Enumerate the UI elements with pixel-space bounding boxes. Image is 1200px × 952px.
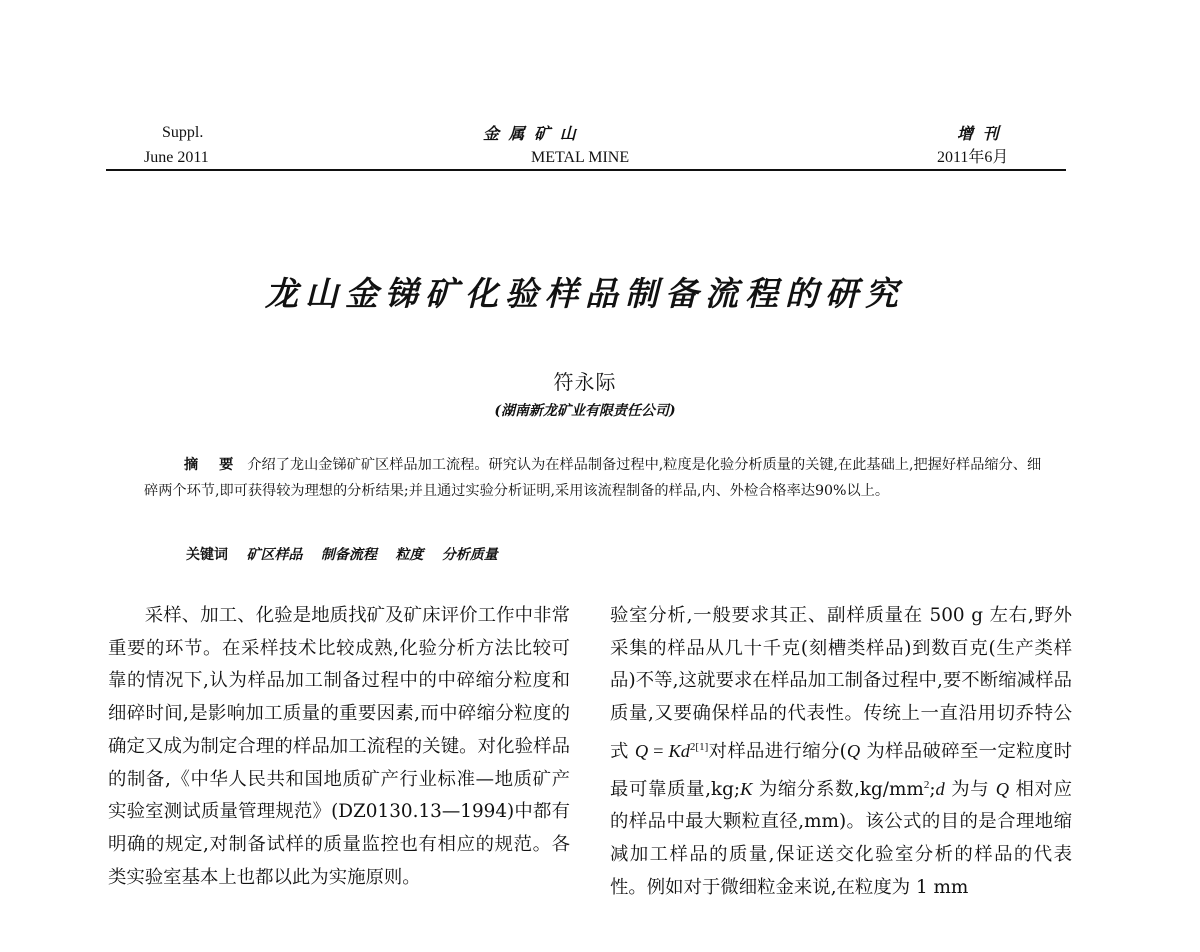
formula-equals: =: [648, 740, 669, 761]
right-text-2: 对样品进行缩分(: [708, 740, 847, 762]
header-date-right: 2011年6月: [937, 149, 1009, 166]
formula-kd: Kd: [668, 740, 690, 761]
right-text-6: 为与: [944, 778, 996, 800]
var-q-2: Q: [995, 778, 1010, 799]
right-text-1: 验室分析,一般要求其正、副样质量在 500 g 左右,野外采集的样品从几十千克(刻槽类样品)到数百克(生产类样品)不等,这就要求在样品加工制备过程中,要不断缩减样品质量,又要确保样品的代表性。传统上一直沿用切乔特公式: [610, 605, 1072, 762]
var-q: Q: [846, 740, 861, 761]
formula-q: Q: [634, 740, 649, 761]
var-k: K: [740, 778, 753, 799]
author-affiliation: (湖南新龙矿业有限责任公司): [494, 403, 676, 419]
header-rule: [106, 169, 1066, 171]
formula-superscript: 2[1]: [689, 740, 709, 753]
body-left-column: 采样、加工、化验是地质找矿及矿床评价工作中非常重要的环节。在采样技术比较成熟,化验分析方法比较可靠的情况下,认为样品加工制备过程中的中碎缩分粒度和细碎时间,是影响加工质量的重要因素,而中碎缩分粒度的确定又成为制定合理的样品加工流程的关键。对化验样品的制备,《中华人民共和国地质矿产行业标准—地质矿产实验室测试质量管理规范》(DZ0130.13—1994)中都有明确的规定,对制备试样的质量监控也有相应的规范。各类实验室基本上也都以此为实施原则。: [108, 605, 570, 888]
right-text-7: 相对应的样品中最大颗粒直径,mm)。该公式的目的是合理地缩减加工样品的质量,保证送交化验室分析的样品的代表性。例如对于微细粒金来说,在粒度为 1 mm: [610, 778, 1072, 898]
keyword: 制备流程: [320, 547, 377, 563]
header-journal-cn: 金 属 矿 山: [483, 124, 578, 143]
header-date-left: June 2011: [144, 149, 209, 166]
var-d: d: [935, 778, 945, 799]
keyword: 粒度: [395, 547, 424, 563]
header-suppl: Suppl.: [162, 124, 204, 141]
author-name: 符永际: [553, 370, 617, 394]
right-text-5: ;: [929, 778, 936, 800]
paper-title: 龙山金锑矿化验样品制备流程的研究: [265, 274, 905, 313]
keywords-label: 关键词: [186, 547, 228, 563]
keyword: 矿区样品: [246, 547, 303, 563]
right-text-4: 为缩分系数,kg/mm: [752, 778, 924, 800]
header-journal-en: METAL MINE: [531, 149, 630, 166]
header-supplement-cn: 增 刊: [957, 124, 1001, 143]
abstract-label: 摘 要: [184, 457, 242, 473]
body-right-column: [610, 600, 1072, 905]
right-text-3: 为样品破碎至一定粒度时最可靠质量,kg;: [610, 740, 1072, 800]
abstract-text: 介绍了龙山金锑矿矿区样品加工流程。研究认为在样品制备过程中,粒度是化验分析质量的关键,在此基础上,把握好样品缩分、细碎两个环节,即可获得较为理想的分析结果;并且通过实验分析证明,采用该流程制备的样品,内、外检合格率达90%以上。: [144, 457, 1042, 499]
keywords: [186, 544, 512, 566]
unit-superscript: 2: [923, 778, 930, 791]
keyword: 分析质量: [441, 547, 498, 563]
abstract: [144, 452, 1044, 504]
